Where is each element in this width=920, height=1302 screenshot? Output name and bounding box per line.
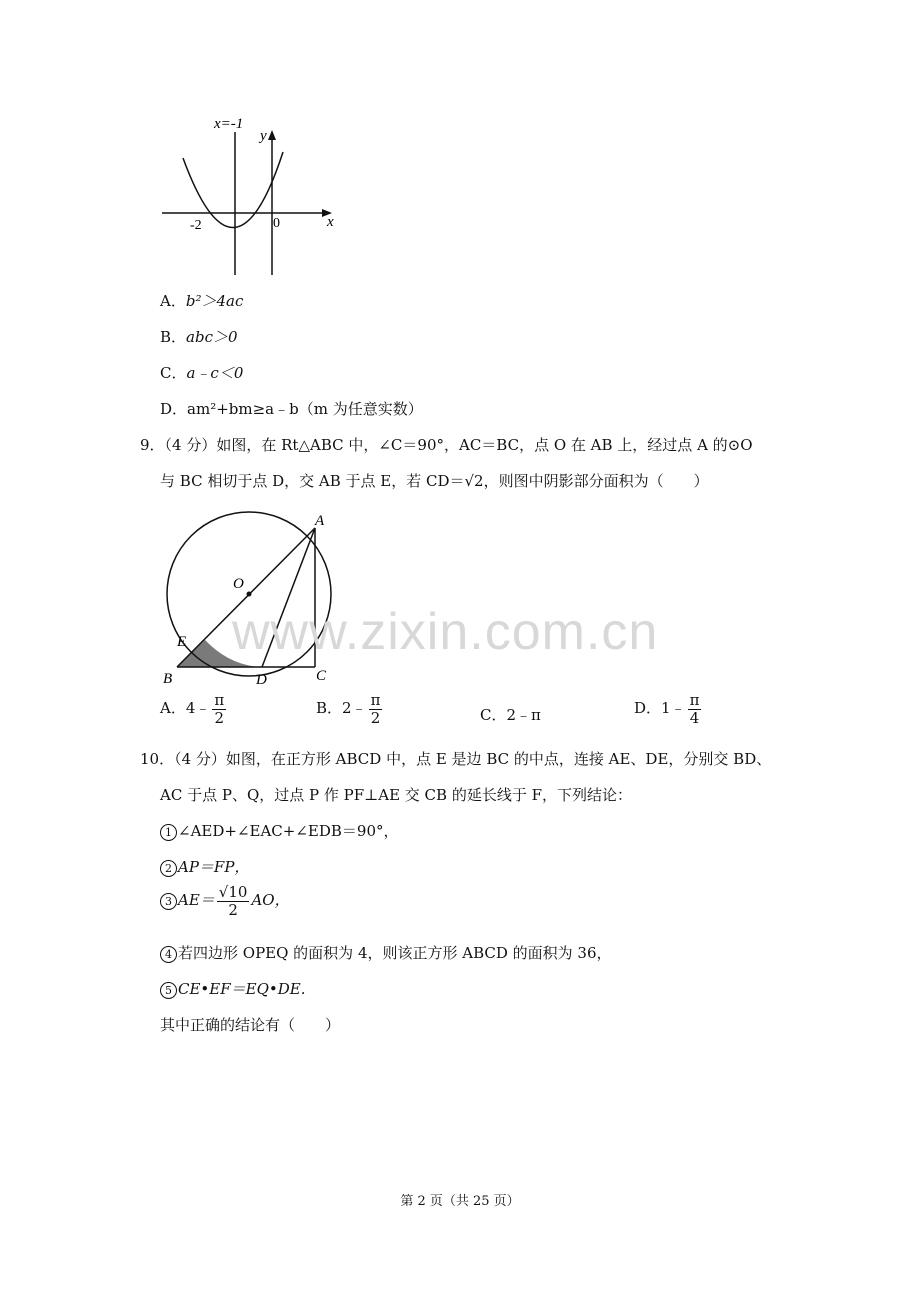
circled-number: 2 bbox=[160, 860, 177, 877]
q10-conclusion-5: 5 CE•EF＝EQ•DE. bbox=[160, 978, 305, 999]
q9-option-a: A．4﹣ $\frac{\pi}{2}$ bbox=[160, 691, 225, 727]
label-y: y bbox=[260, 128, 267, 144]
watermark: www.zixin.com.cn bbox=[232, 603, 659, 661]
q10-conclusion-4: 4 若四边形 OPEQ 的面积为 4，则该正方形 ABCD 的面积为 36， bbox=[160, 942, 612, 963]
q9-stem-line1: 9．（4 分）如图，在 Rt△ABC 中，∠C＝90°，AC＝BC，点 O 在 AB 上，经过点 A 的⊙O bbox=[140, 436, 753, 454]
fraction: $\frac{\pi}{4}$ bbox=[689, 691, 700, 727]
label-x-eq: x=-1 bbox=[214, 116, 244, 132]
label-b: B bbox=[163, 671, 173, 687]
q10-closing: 其中正确的结论有（ ） bbox=[160, 1016, 341, 1034]
fraction: $\frac{\pi}{2}$ bbox=[370, 691, 381, 727]
label-e: E bbox=[177, 634, 187, 650]
q10-stem-line2: AC 于点 P、Q，过点 P 作 PF⊥AE 交 CB 的延长线于 F，下列结论： bbox=[160, 786, 633, 804]
circled-number: 3 bbox=[160, 893, 177, 910]
q10-conclusion-2: 2 AP＝FP， bbox=[160, 856, 249, 877]
q9-option-c: C．2﹣π bbox=[480, 706, 541, 724]
label-neg2: -2 bbox=[190, 218, 202, 233]
label-c: C bbox=[316, 668, 327, 684]
q10-conclusion-3: 3 AE＝ $\frac{√10}{2}$ AO， bbox=[160, 884, 290, 918]
circled-number: 4 bbox=[160, 946, 177, 963]
q8-option-a: A．b²＞4ac bbox=[160, 292, 244, 310]
q9-option-d: D．1﹣ $\frac{\pi}{4}$ bbox=[634, 691, 700, 727]
q10-conclusion-1: 1 ∠AED+∠EAC+∠EDB＝90°， bbox=[160, 820, 399, 841]
label-d: D bbox=[256, 672, 267, 688]
q9-stem-line2: 与 BC 相切于点 D，交 AB 于点 E，若 CD＝√2，则图中阴影部分面积为（ ） bbox=[160, 472, 709, 490]
label-zero: 0 bbox=[273, 216, 280, 231]
q10-stem-line1: 10．（4 分）如图，在正方形 ABCD 中，点 E 是边 BC 的中点，连接 AE、DE，分别交 BD、 bbox=[140, 750, 772, 768]
fraction: $\frac{\pi}{2}$ bbox=[214, 691, 225, 727]
q8-option-c: C．a﹣c＜0 bbox=[160, 364, 244, 382]
circled-number: 1 bbox=[160, 824, 177, 841]
circled-number: 5 bbox=[160, 982, 177, 999]
label-a: A bbox=[315, 513, 325, 529]
label-x: x bbox=[327, 214, 334, 230]
q8-option-b: B．abc＞0 bbox=[160, 328, 238, 346]
parabola-graph bbox=[150, 110, 350, 280]
q9-option-b: B．2﹣ $\frac{\pi}{2}$ bbox=[316, 691, 381, 727]
q8-option-d: D．am²+bm≥a﹣b（m 为任意实数） bbox=[160, 400, 423, 418]
label-o: O bbox=[233, 576, 244, 592]
page-footer: 第 2 页（共 25 页） bbox=[400, 1194, 520, 1209]
fraction: $\frac{√10}{2}$ bbox=[218, 883, 248, 919]
